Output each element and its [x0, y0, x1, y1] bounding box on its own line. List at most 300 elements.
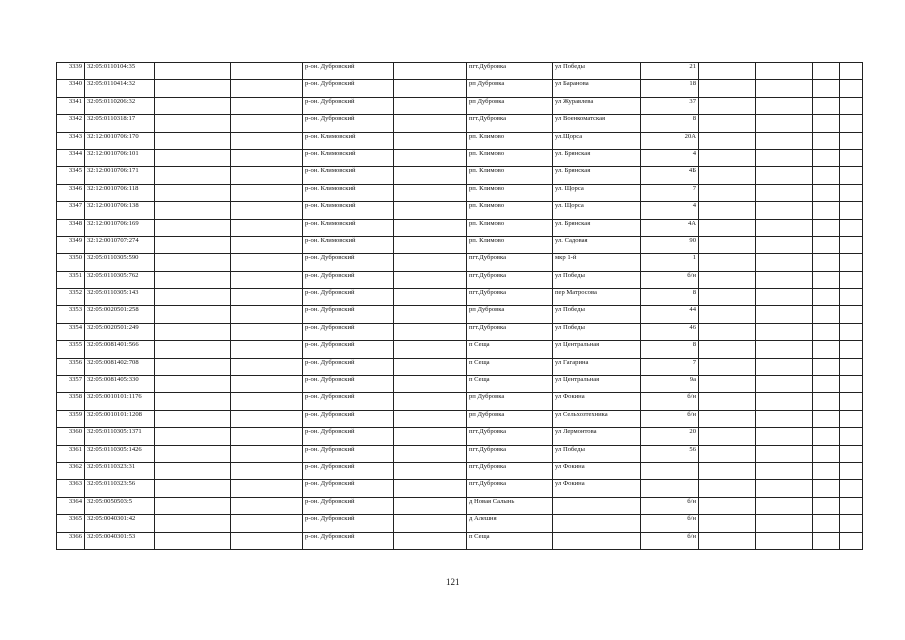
cadastral-number-cell: 32:12:0010706:138	[85, 202, 155, 219]
district-cell: р-он. Климовский	[303, 167, 394, 184]
district-cell: р-он. Дубровский	[303, 358, 394, 375]
blank-cell	[231, 271, 303, 288]
cadastral-number-cell: 32:05:0110305:1371	[85, 428, 155, 445]
street-cell: ул. Щорса	[553, 184, 641, 201]
blank-cell	[840, 445, 863, 462]
street-cell: ул Победы	[553, 63, 641, 80]
street-cell: ул Фокина	[553, 480, 641, 497]
blank-cell	[155, 289, 231, 306]
blank-cell	[756, 271, 813, 288]
blank-cell	[155, 358, 231, 375]
blank-cell	[756, 219, 813, 236]
street-cell: ул Гагарина	[553, 358, 641, 375]
table-row	[57, 149, 863, 166]
district-cell: р-он. Дубровский	[303, 306, 394, 323]
house-number-cell: 8	[641, 341, 699, 358]
blank-cell	[155, 497, 231, 514]
blank-cell	[756, 254, 813, 271]
district-cell: р-он. Дубровский	[303, 271, 394, 288]
street-cell: ул. Садовая	[553, 236, 641, 253]
street-cell: ул Центральная	[553, 376, 641, 393]
blank-cell	[813, 63, 840, 80]
blank-cell	[699, 184, 756, 201]
district-cell: р-он. Дубровский	[303, 480, 394, 497]
table-row	[57, 271, 863, 288]
blank-cell	[840, 254, 863, 271]
street-cell: ул Центральная	[553, 341, 641, 358]
settlement-cell: рп. Климово	[467, 167, 553, 184]
house-number-cell: 20А	[641, 132, 699, 149]
blank-cell	[394, 289, 467, 306]
house-number-cell: 4А	[641, 219, 699, 236]
table-row	[57, 254, 863, 271]
cadastral-number-cell: 32:05:0110414:32	[85, 80, 155, 97]
blank-cell	[813, 167, 840, 184]
settlement-cell: рп Дубровка	[467, 80, 553, 97]
row-number-cell: 3361	[57, 445, 85, 462]
blank-cell	[231, 515, 303, 532]
blank-cell	[394, 97, 467, 114]
district-cell: р-он. Дубровский	[303, 376, 394, 393]
row-number-cell: 3362	[57, 462, 85, 479]
district-cell: р-он. Дубровский	[303, 515, 394, 532]
cadastral-number-cell: 32:12:0010706:169	[85, 219, 155, 236]
blank-cell	[231, 358, 303, 375]
street-cell: ул Победы	[553, 445, 641, 462]
blank-cell	[756, 462, 813, 479]
cadastral-number-cell: 32:05:0110305:143	[85, 289, 155, 306]
blank-cell	[756, 445, 813, 462]
table-row	[57, 202, 863, 219]
blank-cell	[231, 236, 303, 253]
table-row	[57, 428, 863, 445]
blank-cell	[699, 480, 756, 497]
blank-cell	[840, 393, 863, 410]
blank-cell	[813, 306, 840, 323]
house-number-cell: б/н	[641, 410, 699, 427]
blank-cell	[699, 236, 756, 253]
house-number-cell: 20	[641, 428, 699, 445]
settlement-cell: д Алешня	[467, 515, 553, 532]
row-number-cell: 3354	[57, 323, 85, 340]
table-row	[57, 289, 863, 306]
blank-cell	[155, 219, 231, 236]
blank-cell	[231, 97, 303, 114]
blank-cell	[840, 63, 863, 80]
blank-cell	[231, 202, 303, 219]
blank-cell	[231, 115, 303, 132]
row-number-cell: 3346	[57, 184, 85, 201]
row-number-cell: 3363	[57, 480, 85, 497]
house-number-cell: 7	[641, 184, 699, 201]
street-cell: ул.Щорса	[553, 132, 641, 149]
blank-cell	[840, 132, 863, 149]
blank-cell	[394, 341, 467, 358]
blank-cell	[840, 497, 863, 514]
cadastral-number-cell: 32:12:0010706:118	[85, 184, 155, 201]
row-number-cell: 3340	[57, 80, 85, 97]
table-row	[57, 323, 863, 340]
row-number-cell: 3366	[57, 532, 85, 549]
blank-cell	[394, 254, 467, 271]
blank-cell	[756, 428, 813, 445]
blank-cell	[155, 376, 231, 393]
blank-cell	[231, 393, 303, 410]
house-number-cell: 46	[641, 323, 699, 340]
blank-cell	[155, 480, 231, 497]
cadastral-number-cell: 32:05:0110206:32	[85, 97, 155, 114]
street-cell	[553, 497, 641, 514]
blank-cell	[756, 341, 813, 358]
blank-cell	[699, 97, 756, 114]
blank-cell	[231, 323, 303, 340]
row-number-cell: 3365	[57, 515, 85, 532]
district-cell: р-он. Дубровский	[303, 445, 394, 462]
district-cell: р-он. Дубровский	[303, 115, 394, 132]
blank-cell	[756, 497, 813, 514]
house-number-cell	[641, 480, 699, 497]
blank-cell	[813, 236, 840, 253]
blank-cell	[155, 132, 231, 149]
blank-cell	[813, 428, 840, 445]
row-number-cell: 3341	[57, 97, 85, 114]
house-number-cell: 8	[641, 115, 699, 132]
cadastral-number-cell: 32:05:0020501:249	[85, 323, 155, 340]
blank-cell	[155, 236, 231, 253]
blank-cell	[813, 115, 840, 132]
row-number-cell: 3348	[57, 219, 85, 236]
district-cell: р-он. Дубровский	[303, 428, 394, 445]
cadastral-number-cell: 32:05:0010101:1176	[85, 393, 155, 410]
cadastral-number-cell: 32:05:0050503:5	[85, 497, 155, 514]
settlement-cell: п Сеща	[467, 532, 553, 549]
blank-cell	[155, 167, 231, 184]
row-number-cell: 3360	[57, 428, 85, 445]
blank-cell	[231, 80, 303, 97]
blank-cell	[699, 306, 756, 323]
blank-cell	[699, 149, 756, 166]
blank-cell	[840, 428, 863, 445]
blank-cell	[813, 532, 840, 549]
blank-cell	[699, 115, 756, 132]
district-cell: р-он. Дубровский	[303, 410, 394, 427]
cadastral-number-cell: 32:05:0110305:590	[85, 254, 155, 271]
blank-cell	[756, 532, 813, 549]
blank-cell	[699, 341, 756, 358]
blank-cell	[840, 115, 863, 132]
cadastral-number-cell: 32:05:0110318:17	[85, 115, 155, 132]
street-cell: ул. Брянская	[553, 149, 641, 166]
blank-cell	[840, 306, 863, 323]
blank-cell	[840, 410, 863, 427]
district-cell: р-он. Климовский	[303, 132, 394, 149]
table-row	[57, 80, 863, 97]
table-row	[57, 63, 863, 80]
table-row	[57, 236, 863, 253]
blank-cell	[813, 149, 840, 166]
district-cell: р-он. Дубровский	[303, 254, 394, 271]
blank-cell	[756, 97, 813, 114]
cadastral-number-cell: 32:05:0081402:708	[85, 358, 155, 375]
blank-cell	[813, 271, 840, 288]
row-number-cell: 3359	[57, 410, 85, 427]
blank-cell	[756, 80, 813, 97]
blank-cell	[155, 462, 231, 479]
street-cell	[553, 515, 641, 532]
blank-cell	[155, 63, 231, 80]
row-number-cell: 3364	[57, 497, 85, 514]
settlement-cell: рп Дубровка	[467, 97, 553, 114]
table-row	[57, 497, 863, 514]
street-cell: ул Фокина	[553, 393, 641, 410]
house-number-cell: 90	[641, 236, 699, 253]
district-cell: р-он. Климовский	[303, 219, 394, 236]
blank-cell	[756, 236, 813, 253]
house-number-cell: 1	[641, 254, 699, 271]
blank-cell	[699, 202, 756, 219]
blank-cell	[231, 532, 303, 549]
table-row	[57, 219, 863, 236]
row-number-cell: 3344	[57, 149, 85, 166]
blank-cell	[813, 80, 840, 97]
settlement-cell: рп Дубровка	[467, 393, 553, 410]
row-number-cell: 3352	[57, 289, 85, 306]
settlement-cell: пгт.Дубровка	[467, 271, 553, 288]
district-cell: р-он. Дубровский	[303, 532, 394, 549]
blank-cell	[756, 515, 813, 532]
blank-cell	[155, 271, 231, 288]
blank-cell	[840, 480, 863, 497]
settlement-cell: п Сеща	[467, 358, 553, 375]
blank-cell	[813, 184, 840, 201]
table-row	[57, 97, 863, 114]
blank-cell	[699, 323, 756, 340]
blank-cell	[813, 202, 840, 219]
blank-cell	[813, 97, 840, 114]
street-cell	[553, 532, 641, 549]
blank-cell	[394, 149, 467, 166]
blank-cell	[394, 428, 467, 445]
district-cell: р-он. Дубровский	[303, 393, 394, 410]
row-number-cell: 3358	[57, 393, 85, 410]
blank-cell	[840, 236, 863, 253]
row-number-cell: 3353	[57, 306, 85, 323]
cadastral-number-cell: 32:05:0110323:56	[85, 480, 155, 497]
district-cell: р-он. Дубровский	[303, 497, 394, 514]
blank-cell	[231, 428, 303, 445]
row-number-cell: 3355	[57, 341, 85, 358]
street-cell: ул. Щорса	[553, 202, 641, 219]
blank-cell	[813, 323, 840, 340]
blank-cell	[155, 306, 231, 323]
blank-cell	[231, 149, 303, 166]
cadastral-number-cell: 32:05:0020501:258	[85, 306, 155, 323]
blank-cell	[155, 202, 231, 219]
blank-cell	[155, 428, 231, 445]
blank-cell	[394, 323, 467, 340]
house-number-cell: б/н	[641, 532, 699, 549]
settlement-cell: пгт.Дубровка	[467, 254, 553, 271]
blank-cell	[231, 410, 303, 427]
blank-cell	[231, 497, 303, 514]
blank-cell	[699, 289, 756, 306]
blank-cell	[155, 532, 231, 549]
blank-cell	[756, 202, 813, 219]
table-row	[57, 167, 863, 184]
table-row	[57, 532, 863, 549]
row-number-cell: 3339	[57, 63, 85, 80]
row-number-cell: 3357	[57, 376, 85, 393]
cadastral-number-cell: 32:05:0010101:1208	[85, 410, 155, 427]
blank-cell	[231, 167, 303, 184]
blank-cell	[394, 132, 467, 149]
district-cell: р-он. Климовский	[303, 202, 394, 219]
blank-cell	[699, 393, 756, 410]
blank-cell	[231, 132, 303, 149]
blank-cell	[155, 80, 231, 97]
table-row	[57, 358, 863, 375]
blank-cell	[840, 80, 863, 97]
blank-cell	[813, 445, 840, 462]
blank-cell	[394, 80, 467, 97]
page-number: 121	[446, 577, 460, 587]
table-row	[57, 132, 863, 149]
street-cell: ул Победы	[553, 323, 641, 340]
blank-cell	[756, 306, 813, 323]
house-number-cell: 4Б	[641, 167, 699, 184]
settlement-cell: рп. Климово	[467, 202, 553, 219]
table-row	[57, 462, 863, 479]
settlement-cell: пгт.Дубровка	[467, 289, 553, 306]
house-number-cell: 7	[641, 358, 699, 375]
cadastral-number-cell: 32:05:0110323:31	[85, 462, 155, 479]
blank-cell	[756, 184, 813, 201]
blank-cell	[813, 358, 840, 375]
blank-cell	[840, 341, 863, 358]
blank-cell	[394, 410, 467, 427]
blank-cell	[840, 167, 863, 184]
blank-cell	[756, 149, 813, 166]
table-row	[57, 410, 863, 427]
table-row	[57, 341, 863, 358]
cadastral-number-cell: 32:05:0110104:35	[85, 63, 155, 80]
street-cell: ул Баранова	[553, 80, 641, 97]
blank-cell	[813, 341, 840, 358]
district-cell: р-он. Климовский	[303, 236, 394, 253]
settlement-cell: рп. Климово	[467, 236, 553, 253]
row-number-cell: 3356	[57, 358, 85, 375]
blank-cell	[699, 219, 756, 236]
blank-cell	[756, 410, 813, 427]
blank-cell	[756, 115, 813, 132]
blank-cell	[155, 445, 231, 462]
cadastral-number-cell: 32:12:0010706:171	[85, 167, 155, 184]
blank-cell	[813, 497, 840, 514]
settlement-cell: рп. Климово	[467, 132, 553, 149]
settlement-cell: рп. Климово	[467, 219, 553, 236]
blank-cell	[155, 254, 231, 271]
house-number-cell: 9а	[641, 376, 699, 393]
blank-cell	[699, 254, 756, 271]
blank-cell	[394, 219, 467, 236]
house-number-cell: 56	[641, 445, 699, 462]
blank-cell	[155, 515, 231, 532]
blank-cell	[756, 358, 813, 375]
street-cell: ул Журавлева	[553, 97, 641, 114]
blank-cell	[394, 532, 467, 549]
blank-cell	[840, 532, 863, 549]
blank-cell	[813, 219, 840, 236]
row-number-cell: 3347	[57, 202, 85, 219]
blank-cell	[699, 497, 756, 514]
blank-cell	[231, 219, 303, 236]
blank-cell	[756, 480, 813, 497]
table-row	[57, 376, 863, 393]
house-number-cell	[641, 462, 699, 479]
blank-cell	[231, 462, 303, 479]
blank-cell	[756, 393, 813, 410]
district-cell: р-он. Климовский	[303, 149, 394, 166]
street-cell: ул. Брянская	[553, 167, 641, 184]
cadastral-number-cell: 32:12:0010707:274	[85, 236, 155, 253]
settlement-cell: п Сеща	[467, 341, 553, 358]
house-number-cell: 4	[641, 202, 699, 219]
blank-cell	[756, 63, 813, 80]
settlement-cell: п Сеща	[467, 376, 553, 393]
blank-cell	[394, 480, 467, 497]
district-cell: р-он. Дубровский	[303, 323, 394, 340]
blank-cell	[813, 393, 840, 410]
blank-cell	[394, 236, 467, 253]
district-cell: р-он. Дубровский	[303, 341, 394, 358]
district-cell: р-он. Дубровский	[303, 289, 394, 306]
blank-cell	[394, 167, 467, 184]
blank-cell	[394, 271, 467, 288]
blank-cell	[155, 97, 231, 114]
house-number-cell: 37	[641, 97, 699, 114]
blank-cell	[813, 376, 840, 393]
blank-cell	[813, 410, 840, 427]
blank-cell	[840, 149, 863, 166]
blank-cell	[840, 219, 863, 236]
street-cell: пер Матросова	[553, 289, 641, 306]
blank-cell	[394, 63, 467, 80]
street-cell: мкр 1-й	[553, 254, 641, 271]
blank-cell	[840, 97, 863, 114]
blank-cell	[840, 202, 863, 219]
blank-cell	[231, 480, 303, 497]
blank-cell	[394, 202, 467, 219]
blank-cell	[840, 323, 863, 340]
blank-cell	[699, 428, 756, 445]
cadastral-number-cell: 32:05:0110305:1426	[85, 445, 155, 462]
blank-cell	[155, 323, 231, 340]
blank-cell	[756, 376, 813, 393]
house-number-cell: 44	[641, 306, 699, 323]
blank-cell	[699, 410, 756, 427]
blank-cell	[699, 462, 756, 479]
blank-cell	[699, 515, 756, 532]
table-row	[57, 115, 863, 132]
settlement-cell: д Новая Салынь	[467, 497, 553, 514]
blank-cell	[699, 80, 756, 97]
house-number-cell: б/н	[641, 271, 699, 288]
settlement-cell: рп. Климово	[467, 184, 553, 201]
blank-cell	[840, 515, 863, 532]
settlement-cell: рп Дубровка	[467, 306, 553, 323]
settlement-cell: пгт.Дубровка	[467, 445, 553, 462]
settlement-cell: пгт.Дубровка	[467, 323, 553, 340]
